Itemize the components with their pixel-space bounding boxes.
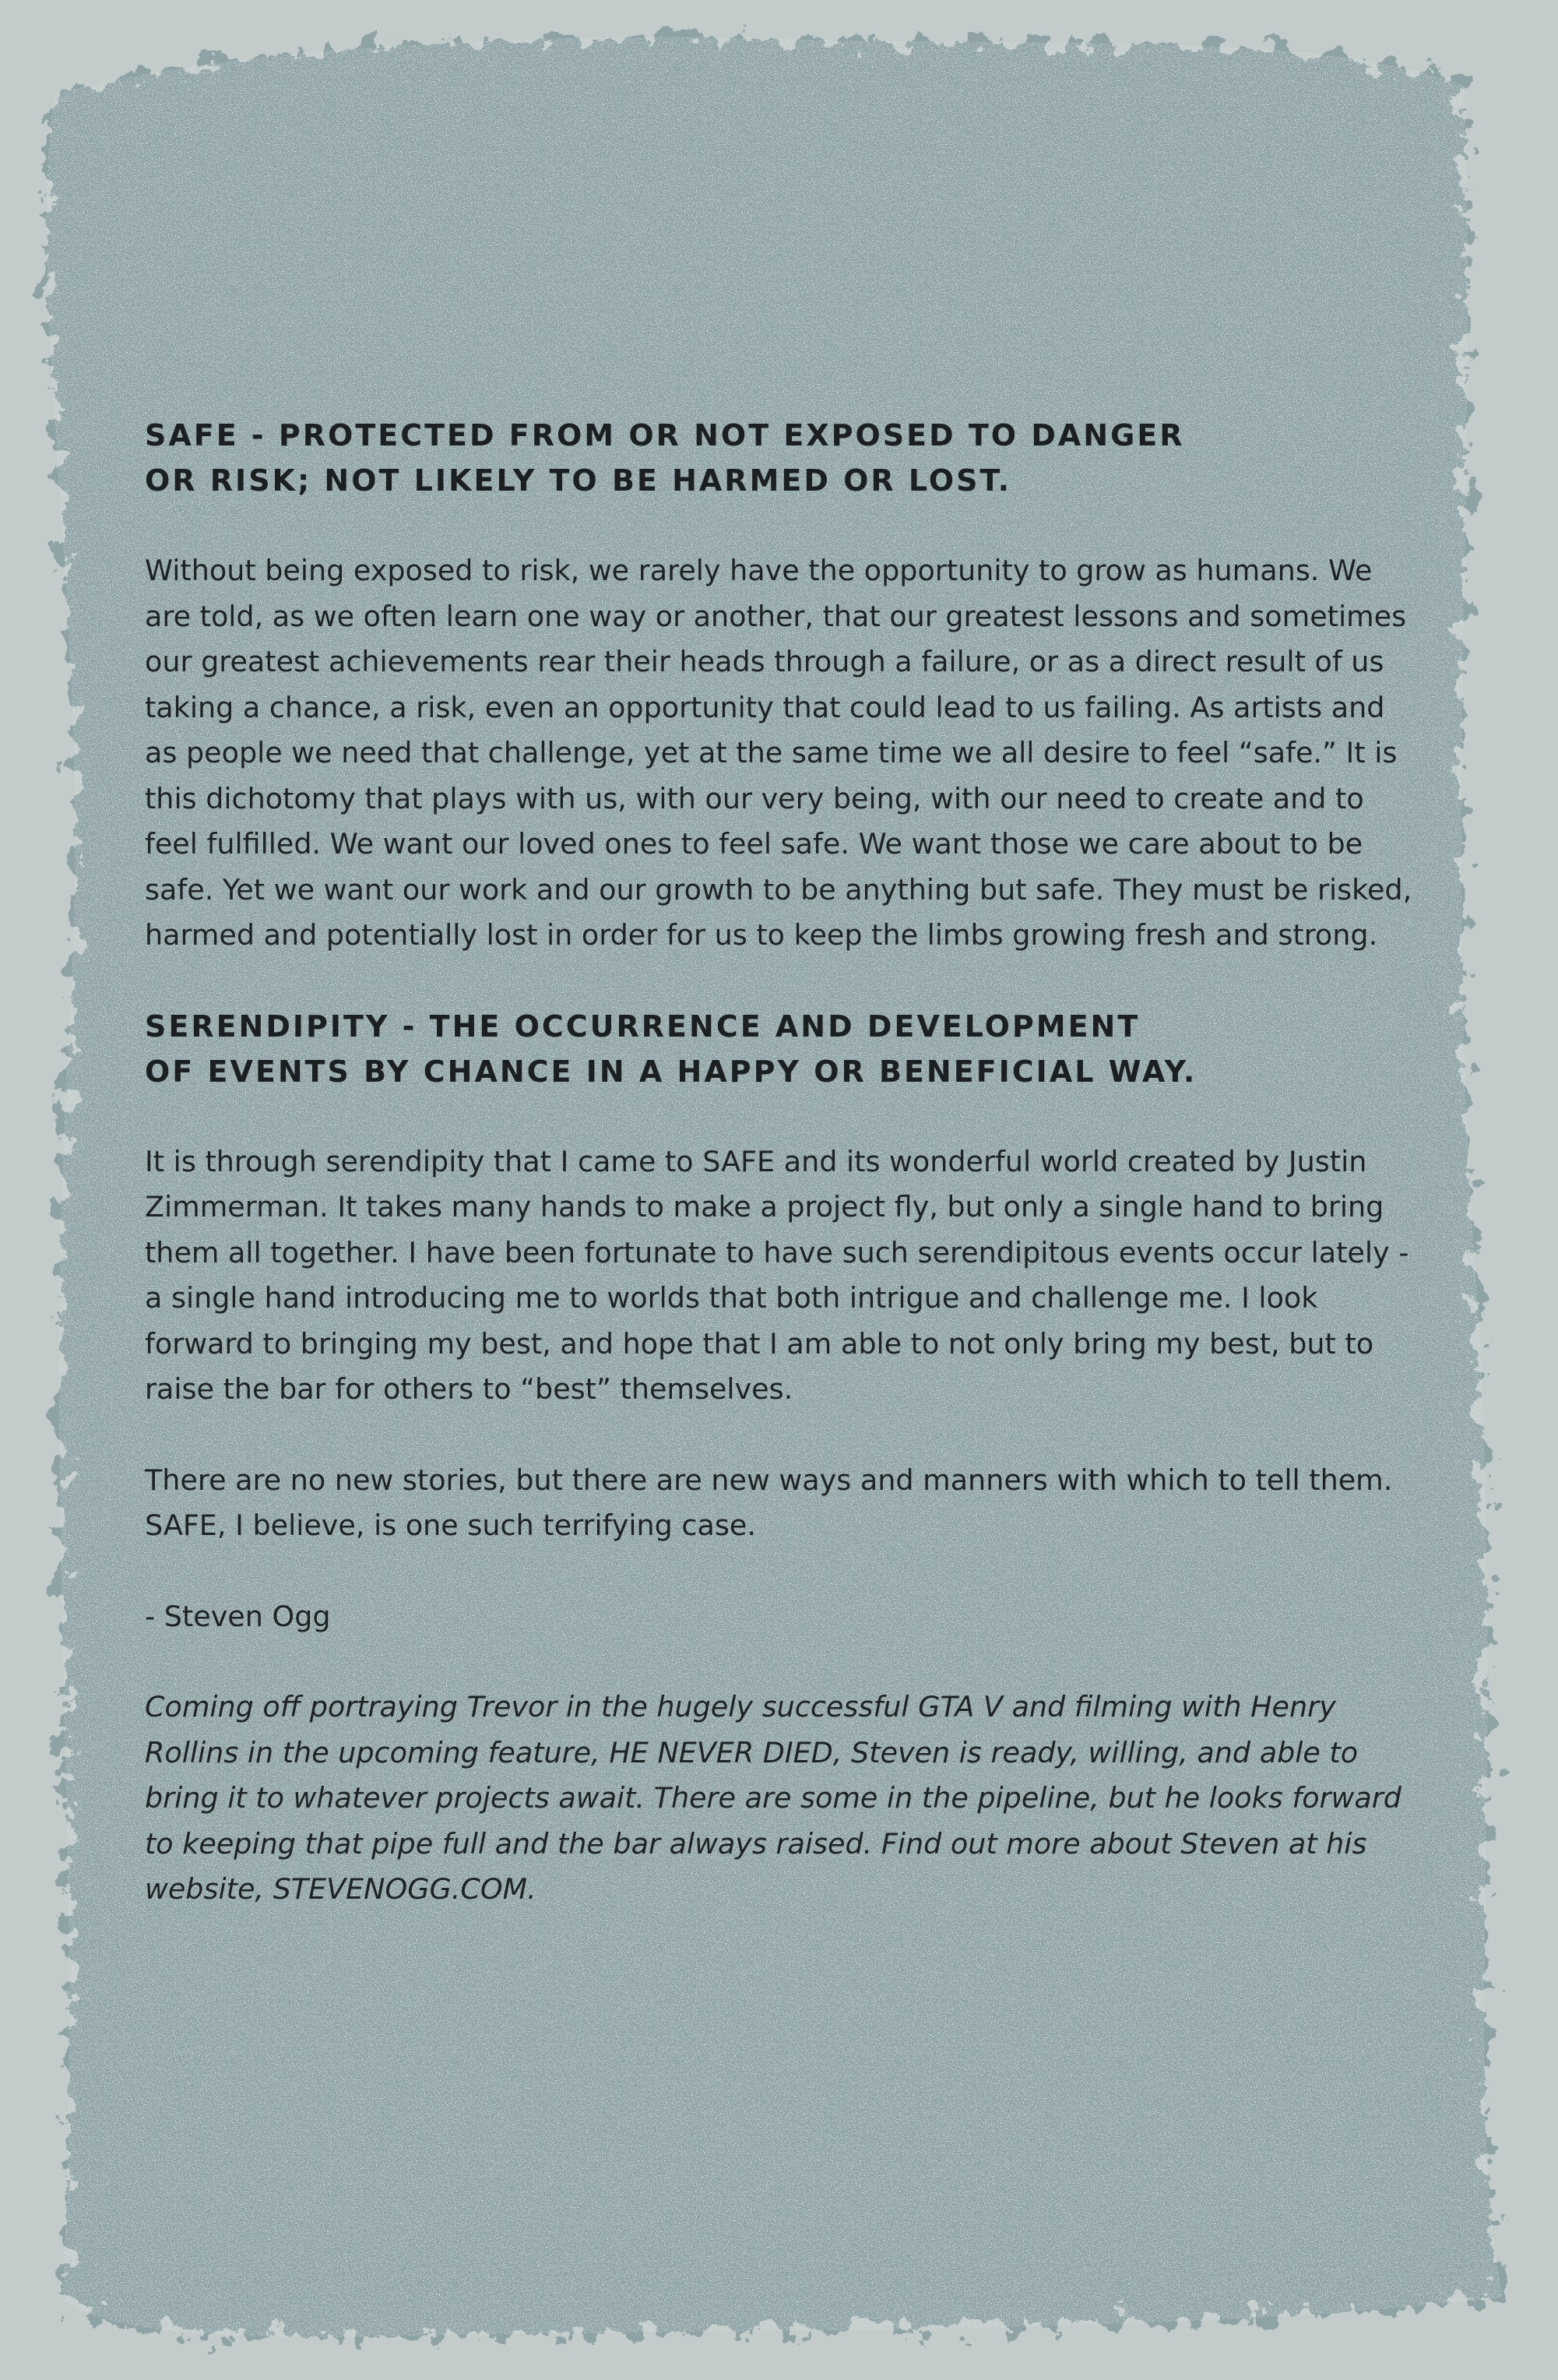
heading-line: SAFE - PROTECTED FROM OR NOT EXPOSED TO DANGER [145, 418, 1185, 452]
author-bio: Coming off portraying Trevor in the hugely successful GTA V and filming with Henry Rollins in the upcoming feature, HE NEVER DIED, Steven is ready, willing, and able to bring it to whatever projects await. There are some in the pipeline, but he looks forward to keeping that pipe full and the bar always raised. Find out more about Steven at his website, STEVENOGG.COM. [145, 1690, 1401, 1906]
section-body-serendipity: It is through serendipity that I came to SAFE and its wonderful world created by Justin Zimmerman. It takes many hands to make a project fly, but only a single hand to bring them all together. I have been fortunate to have such serendipitous events occur lately - a single hand introducing me to worlds that both intrigue and challenge me. I look forward to bringing my best, and hope that I am able to not only bring my best, but to raise the bar for others to “best” themselves. [145, 1144, 1409, 1406]
section-safe [145, 413, 1422, 959]
signature: - Steven Ogg [145, 1599, 331, 1633]
closing-paragraph: There are no new stories, but there are new ways and manners with which to tell them. SAFE, I believe, is one such terrifying case. [145, 1463, 1393, 1542]
heading-line: OR RISK; NOT LIKELY TO BE HARMED OR LOST. [145, 463, 1012, 498]
heading-line: SERENDIPITY - THE OCCURRENCE AND DEVELOPMENT [145, 1009, 1141, 1044]
section-body-safe: Without being exposed to risk, we rarely have the opportunity to grow as humans. We are told, as we often learn one way or another, that our greatest lessons and sometimes our greatest achievements rear their heads through a failure, or as a direct result of us taking a chance, a risk, even an opportunity that could lead to us failing. As artists and as people we need that challenge, yet at the same time we all desire to feel “safe.” It is this dichotomy that plays with us, with our very being, with our need to create and to feel fulfilled. We want our loved ones to feel safe. We want those we care about to be safe. Yet we want our work and our growth to be anything but safe. They must be risked, harmed and potentially lost in order for us to keep the limbs growing fresh and strong. [145, 554, 1412, 952]
article-content [145, 413, 1422, 1913]
section-heading-safe [145, 413, 1422, 503]
heading-line: OF EVENTS BY CHANCE IN A HAPPY OR BENEFICIAL WAY. [145, 1054, 1198, 1089]
section-heading-serendipity [145, 1004, 1422, 1094]
section-serendipity [145, 1004, 1422, 1413]
